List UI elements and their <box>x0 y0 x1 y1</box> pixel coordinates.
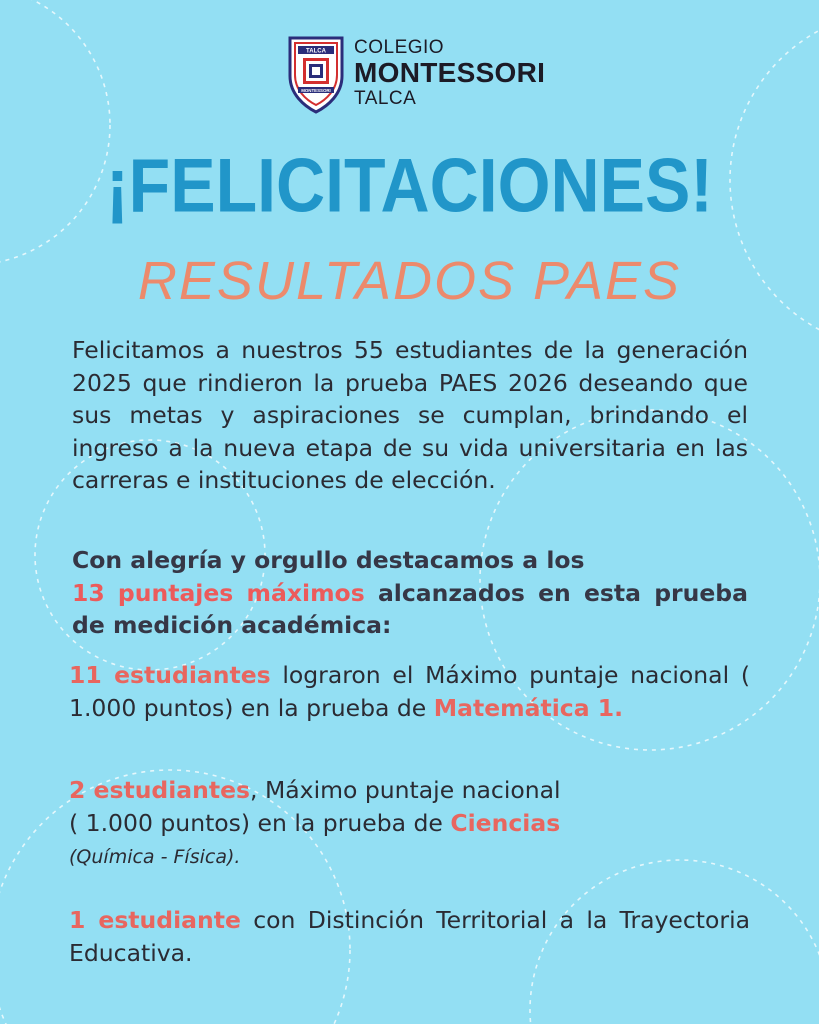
matematica-subject: Matemática 1. <box>433 693 624 722</box>
subheadline: RESULTADOS PAES <box>137 251 682 311</box>
highlight-line1: Con alegría y orgullo destacamos a los <box>72 546 585 574</box>
matematica-text: lograron el Máximo puntaje nacional ( 1.000 puntos) en la prueba de <box>69 661 750 722</box>
highlight-paragraph <box>72 544 748 642</box>
ciencias-text2: ( 1.000 puntos) en la prueba de <box>69 808 443 837</box>
matematica-paragraph <box>69 659 750 724</box>
logo-montessori: MONTESSORI <box>354 57 546 88</box>
school-logo <box>286 34 556 116</box>
territorial-count: 1 estudiante <box>69 906 241 934</box>
intro-paragraph: Felicitamos a nuestros 55 estudiantes de la generación 2025 que rindieron la prueba PAES 2026 deseando que sus metas y aspiraciones se cumplan, brindando el ingreso a la nueva etapa de su vida universitaria en las carreras e instituciones de elección. <box>72 336 748 494</box>
crest-top-text: TALCA <box>306 48 326 55</box>
ciencias-text1: , Máximo puntaje nacional <box>250 776 561 804</box>
school-crest-icon <box>286 34 346 114</box>
logo-talca: TALCA <box>354 88 417 109</box>
highlight-count: 13 puntajes máximos <box>72 578 365 607</box>
ciencias-paragraph <box>69 774 750 874</box>
highlight-rest: alcanzados en esta prueba de medición académica: <box>72 578 748 639</box>
territorial-text: con Distinción Territorial a la Trayectoria Educativa. <box>69 906 750 967</box>
crest-bottom-text: MONTESSORI <box>301 88 331 93</box>
logo-colegio: COLEGIO <box>354 37 445 58</box>
headline: ¡FELICITACIONES! <box>106 143 713 229</box>
territorial-paragraph <box>69 904 750 969</box>
ciencias-detail: (Química - Física). <box>69 846 241 868</box>
matematica-count: 11 estudiantes <box>69 661 271 689</box>
ciencias-subject: Ciencias <box>450 808 561 837</box>
ciencias-count: 2 estudiantes <box>69 776 251 804</box>
